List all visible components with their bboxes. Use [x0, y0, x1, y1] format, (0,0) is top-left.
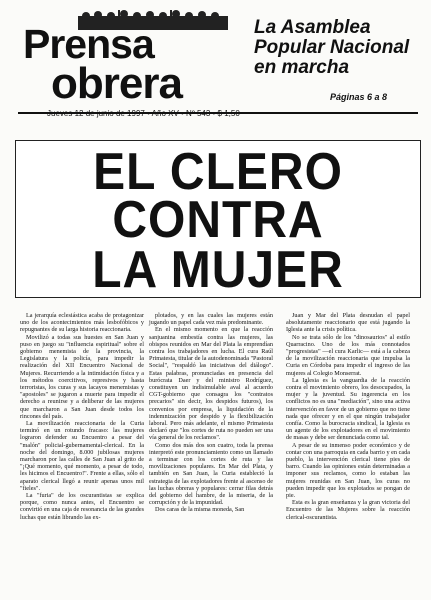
- article-column-2: [149, 312, 273, 514]
- article-paragraph: A pesar de su inmenso poder económico y de contar con una parroquia en cada barrio y en cada pueblo, la intervención clerical tiene pies de barro. Cuando las opiniones están determinadas a imponer sus reclamos, como lo estaban las mujeres reunidas en San Juan, los curas no pueden impedir que los explotados se pongan de pie.: [286, 441, 410, 500]
- article-paragraph: Juan y Mar del Plata desnudan el papel absolutamente reaccionario que está jugando la Iglesia ante la crisis política.: [286, 312, 410, 334]
- article-paragraph: Dos caras de la misma moneda, San: [155, 506, 245, 514]
- article-paragraph: La "furia" de los oscurantistas se explica porque, como nunca antes, el Encuentro se convirtió en una caja de resonancia de las grandes luchas que están librando las ex-: [20, 492, 144, 521]
- title-line-3: LA MUJER: [92, 241, 344, 298]
- page-reference: Páginas 6 a 8: [330, 92, 388, 102]
- logo-obrera: obrera: [51, 59, 182, 108]
- logo-prensa: Prensa: [23, 21, 154, 67]
- article-paragraph: La Iglesia es la vanguardia de la reacción contra el movimiento obrero, los desocupados, la mujer y la juventud. Su ingerencia en los conflictos no es una "mediación", sino una activa intervención en favor de un gobierno que no tiene nada que ofrecer y en el que ningún trabajador confía. Como la burocracia sindical, la Iglesia es un agente de los explotadores en el movimiento de masas y debe ser denunciada como tal.: [286, 376, 410, 442]
- title-line-1: EL CLERO: [93, 143, 343, 201]
- article-column-1: [20, 312, 144, 521]
- article-column-3: [286, 312, 410, 521]
- main-title-box: [15, 140, 421, 298]
- top-headline: La Asamblea Popular Nacional en marcha: [254, 17, 410, 78]
- article-paragraph: En el mismo momento en que la reacción sanjuanina embestía contra las mujeres, las obispos reunidos en Mar del Plata la emprendían contra los trabajadores en lucha. El cura Raúl Primatesta, titular de la autodenominada "Pastoral Social", "respaldó las iniciativas del diálogo". Estas palabras, pronunciadas en presencia del burócrata Daer y del ministro Rodríguez, constituyen un indisimulable aval al acuerdo CGT-gobierno que consagra los "contratos precarios" sin decir, los despidos futuros), los convenios por empresa, la liquidación de la indemnización por despido y la flexibilización laboral. Pero más adelante, el mismo Primatesta declaró que "los cortes de ruta no pueden ser una vía general de los reclamos".: [149, 326, 273, 442]
- masthead-divider: [18, 112, 418, 114]
- article-paragraph: La jerarquía eclesiástica acaba de protagonizar uno de los acontecimientos más lesbofóbicos y repugnantes de su larga historia reaccionaria.: [20, 312, 144, 334]
- article-paragraph: Como dos más dos son cuatro, toda la prensa interpretó este pronunciamiento como un llamado a terminar con los cortes de ruta y las movilizaciones populares. En Mar del Plata, y también en San Juan, la Curia estableció la estrategia de las explotadores frente al ascenso de las luchas obreras y populares: cerrar filas detrás del gobierno del hambre, de la miseria, de la corrupción y de la impunidad.: [149, 441, 273, 507]
- article-paragraph: Movilizó a todas sus huestes en San Juan y puso en juego su "influencia espiritual" sobre el gobierno menemista de la provincia, la Legislatura y la policía, para impedir la realización del XII Encuentro Nacional de Mujeres. Recurriendo a la intimidación física y a los métodos coercitivos, represivos y hasta terroristas, los curas y sus lacayos menemistas y "apostoles" se jugaron a muerte para impedir el derecho a reunirse y a deliberar de las mujeres que marcharon a San Juan desde todos los rincones del país.: [20, 333, 144, 420]
- title-line-2: CONTRA: [112, 191, 324, 249]
- article-paragraph: La movilización reaccionaria de la Curia terminó en un rotundo fracaso: las mujeres lograron defender su Encuentro a pesar del "malón" policial-gubernamental-clerical. En la noche del domingo, 8.000 jubilosas mujeres marcharon por las calles de San Juan al grito de "¡Qué momento, qué momento, a pesar de todo, les hicimos el Encuentro!". Frente a ellas, sólo el aparato clerical llegó a reunir apenas unos mil "fieles".: [20, 420, 144, 492]
- article-paragraph: plotados, y en las cuales las mujeres están jugando un papel cada vez más predominante.: [149, 312, 273, 327]
- article-paragraph: Esta es la gran enseñanza y la gran victoria del Encuentro de las Mujeres sobre la reacción clerical-oscurantista.: [286, 499, 410, 521]
- article-paragraph: No se trata sólo de los "dinosaurios" al estilo Quarracino. Uno de los más connotados "progresistas" —el cura Karlic— está a la cabeza de la movilización reaccionaria que impulsa la Curia en Córdoba para impedir el ingreso de las mujeres al Colegio Monserrat.: [286, 333, 410, 377]
